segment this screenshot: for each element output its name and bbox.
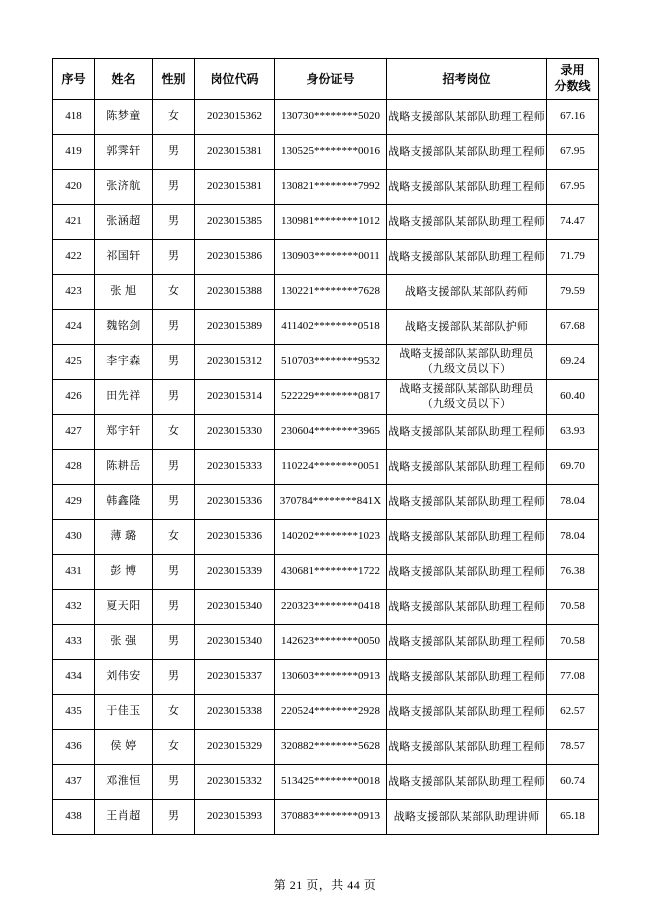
table-row [53,450,599,485]
cell-sex: 男 [153,625,195,660]
table-row [53,660,599,695]
cell-seq: 433 [53,625,95,660]
cell-score: 70.58 [547,625,599,660]
table-row [53,800,599,835]
cell-id-number: 430681********1722 [275,555,387,590]
table-row [53,625,599,660]
cell-sex: 男 [153,240,195,275]
header-post: 招考岗位 [387,59,547,100]
cell-id-number: 513425********0018 [275,765,387,800]
cell-score: 70.58 [547,590,599,625]
cell-id-number: 411402********0518 [275,310,387,345]
cell-id-number: 130525********0016 [275,135,387,170]
cell-name: 陈梦童 [95,100,153,135]
cell-post-line1: 战略支援部队某部队助理工程师 [388,775,545,788]
cell-id-number: 130821********7992 [275,170,387,205]
cell-post [387,730,547,765]
cell-name: 陈耕岳 [95,450,153,485]
cell-name: 张涵超 [95,205,153,240]
cell-post-line1: 战略支援部队某部队助理工程师 [388,530,545,543]
cell-seq: 427 [53,415,95,450]
header-id-number: 身份证号 [275,59,387,100]
cell-sex: 女 [153,730,195,765]
cell-post [387,415,547,450]
cell-score: 60.40 [547,380,599,415]
table-body [53,100,599,835]
cell-post-code: 2023015389 [195,310,275,345]
cell-sex: 女 [153,275,195,310]
cell-id-number: 522229********0817 [275,380,387,415]
cell-post-line1: 战略支援部队某部队助理工程师 [388,495,545,508]
cell-post-code: 2023015340 [195,590,275,625]
cell-seq: 434 [53,660,95,695]
cell-score: 69.24 [547,345,599,380]
table-row [53,695,599,730]
cell-seq: 423 [53,275,95,310]
cell-score: 78.04 [547,485,599,520]
cell-name: 魏铭剑 [95,310,153,345]
cell-post [387,275,547,310]
table-row [53,275,599,310]
cell-post-line1: 战略支援部队某部队助理工程师 [388,460,545,473]
cell-seq: 428 [53,450,95,485]
cell-post [387,625,547,660]
cell-seq: 426 [53,380,95,415]
table-row [53,485,599,520]
cell-post [387,240,547,275]
cell-post [387,170,547,205]
cell-score: 67.16 [547,100,599,135]
cell-id-number: 220524********2928 [275,695,387,730]
cell-id-number: 130981********1012 [275,205,387,240]
page-footer: 第 21 页，共 44 页 [273,878,377,892]
cell-post-code: 2023015336 [195,520,275,555]
cell-post [387,695,547,730]
cell-post-code: 2023015332 [195,765,275,800]
cell-id-number: 320882********5628 [275,730,387,765]
cell-post-code: 2023015338 [195,695,275,730]
cell-post-line1: 战略支援部队某部队助理工程师 [388,670,545,683]
cell-post-line1: 战略支援部队某部队助理讲师 [393,810,540,823]
header-seq: 序号 [53,59,95,100]
cell-post-line1: 战略支援部队某部队助理工程师 [388,705,545,718]
cell-id-number: 510703********9532 [275,345,387,380]
cell-post-code: 2023015386 [195,240,275,275]
cell-sex: 男 [153,590,195,625]
cell-seq: 430 [53,520,95,555]
cell-score: 67.95 [547,170,599,205]
cell-post [387,380,547,415]
cell-post [387,310,547,345]
cell-post-line1: 战略支援部队某部队助理工程师 [388,110,545,123]
cell-post [387,485,547,520]
cell-post [387,450,547,485]
cell-post-line1: 战略支援部队某部队助理工程师 [388,180,545,193]
cell-post [387,555,547,590]
cell-post-line1: 战略支援部队某部队助理工程师 [388,145,545,158]
cell-seq: 424 [53,310,95,345]
table-row [53,730,599,765]
cell-name: 张济航 [95,170,153,205]
cell-seq: 432 [53,590,95,625]
cell-score: 71.79 [547,240,599,275]
cell-id-number: 130903********0011 [275,240,387,275]
cell-post [387,205,547,240]
cell-name: 郑宇轩 [95,415,153,450]
cell-sex: 女 [153,100,195,135]
cell-post-code: 2023015393 [195,800,275,835]
cell-name: 侯 婷 [95,730,153,765]
cell-seq: 436 [53,730,95,765]
cell-score: 69.70 [547,450,599,485]
cell-name: 祁国轩 [95,240,153,275]
cell-sex: 男 [153,205,195,240]
table-row [53,415,599,450]
cell-post-line1: 战略支援部队某部队助理工程师 [388,215,545,228]
cell-sex: 男 [153,310,195,345]
cell-name: 王肖超 [95,800,153,835]
header-post-code: 岗位代码 [195,59,275,100]
cell-seq: 419 [53,135,95,170]
cell-name: 田先祥 [95,380,153,415]
cell-post-code: 2023015312 [195,345,275,380]
table-row [53,170,599,205]
cell-post-line1: 战略支援部队某部队护师 [404,320,529,333]
header-score-line1: 录用 [560,63,585,78]
table-row [53,590,599,625]
cell-post [387,100,547,135]
cell-sex: 男 [153,485,195,520]
cell-seq: 438 [53,800,95,835]
cell-id-number: 130730********5020 [275,100,387,135]
table-row [53,765,599,800]
cell-post-line1: 战略支援部队某部队助理工程师 [388,250,545,263]
header-row [53,59,599,100]
cell-post-code: 2023015340 [195,625,275,660]
table-row [53,135,599,170]
cell-seq: 420 [53,170,95,205]
cell-name: 李宇森 [95,345,153,380]
cell-name: 于佳玉 [95,695,153,730]
cell-post-line1: 战略支援部队某部队助理工程师 [388,565,545,578]
table-row [53,345,599,380]
cell-id-number: 142623********0050 [275,625,387,660]
cell-post [387,590,547,625]
cell-sex: 男 [153,555,195,590]
cell-id-number: 220323********0418 [275,590,387,625]
table-row [53,240,599,275]
cell-sex: 男 [153,800,195,835]
cell-name: 夏天阳 [95,590,153,625]
cell-id-number: 370784********841X [275,485,387,520]
cell-score: 67.68 [547,310,599,345]
cell-id-number: 370883********0913 [275,800,387,835]
cell-post-code: 2023015381 [195,170,275,205]
cell-post-line1: 战略支援部队某部队药师 [404,285,529,298]
cell-sex: 女 [153,520,195,555]
cell-sex: 男 [153,170,195,205]
cell-sex: 男 [153,660,195,695]
cell-post-line1: 战略支援部队某部队助理员 [399,348,534,361]
cell-score: 60.74 [547,765,599,800]
cell-post [387,520,547,555]
cell-id-number: 230604********3965 [275,415,387,450]
cell-seq: 425 [53,345,95,380]
cell-post [387,765,547,800]
cell-name: 薄 璐 [95,520,153,555]
cell-post-line1: 战略支援部队某部队助理员 [399,383,534,396]
cell-seq: 418 [53,100,95,135]
cell-score: 79.59 [547,275,599,310]
cell-seq: 422 [53,240,95,275]
cell-sex: 女 [153,695,195,730]
roster-table [52,58,599,835]
cell-post-code: 2023015336 [195,485,275,520]
cell-sex: 男 [153,345,195,380]
cell-seq: 429 [53,485,95,520]
cell-post [387,660,547,695]
table-row [53,520,599,555]
cell-name: 邓淮恒 [95,765,153,800]
cell-post [387,345,547,380]
table-header [53,59,599,100]
cell-post-code: 2023015330 [195,415,275,450]
cell-post [387,800,547,835]
cell-score: 74.47 [547,205,599,240]
cell-post-code: 2023015329 [195,730,275,765]
cell-score: 63.93 [547,415,599,450]
table-row [53,100,599,135]
cell-name: 郭霁轩 [95,135,153,170]
cell-score: 78.04 [547,520,599,555]
cell-post-line1: 战略支援部队某部队助理工程师 [388,425,545,438]
cell-sex: 女 [153,415,195,450]
cell-post-code: 2023015339 [195,555,275,590]
cell-id-number: 140202********1023 [275,520,387,555]
cell-name: 彭 博 [95,555,153,590]
cell-post-code: 2023015385 [195,205,275,240]
cell-post-line1: 战略支援部队某部队助理工程师 [388,740,545,753]
header-sex: 性别 [153,59,195,100]
cell-post-code: 2023015333 [195,450,275,485]
cell-id-number: 110224********0051 [275,450,387,485]
cell-post [387,135,547,170]
cell-name: 张 旭 [95,275,153,310]
header-score-line2: 分数线 [554,79,591,93]
cell-seq: 437 [53,765,95,800]
cell-sex: 男 [153,765,195,800]
cell-name: 张 强 [95,625,153,660]
cell-post-line1: 战略支援部队某部队助理工程师 [388,600,545,613]
cell-post-line2: （九级文员以下） [421,363,512,375]
cell-post-code: 2023015362 [195,100,275,135]
header-score-line [547,59,599,100]
cell-score: 78.57 [547,730,599,765]
cell-post-code: 2023015381 [195,135,275,170]
cell-post-code: 2023015388 [195,275,275,310]
table-row [53,380,599,415]
cell-score: 62.57 [547,695,599,730]
cell-post-code: 2023015314 [195,380,275,415]
cell-post-code: 2023015337 [195,660,275,695]
cell-seq: 435 [53,695,95,730]
cell-post-line2: （九级文员以下） [421,398,512,410]
cell-sex: 男 [153,450,195,485]
table-row [53,310,599,345]
cell-id-number: 130221********7628 [275,275,387,310]
cell-id-number: 130603********0913 [275,660,387,695]
cell-post-line1: 战略支援部队某部队助理工程师 [388,635,545,648]
cell-score: 67.95 [547,135,599,170]
table-row [53,555,599,590]
cell-sex: 男 [153,135,195,170]
header-name: 姓名 [95,59,153,100]
cell-score: 77.08 [547,660,599,695]
cell-score: 76.38 [547,555,599,590]
cell-seq: 421 [53,205,95,240]
cell-name: 刘伟安 [95,660,153,695]
table-row [53,205,599,240]
cell-seq: 431 [53,555,95,590]
cell-sex: 男 [153,380,195,415]
cell-name: 韩鑫隆 [95,485,153,520]
cell-score: 65.18 [547,800,599,835]
